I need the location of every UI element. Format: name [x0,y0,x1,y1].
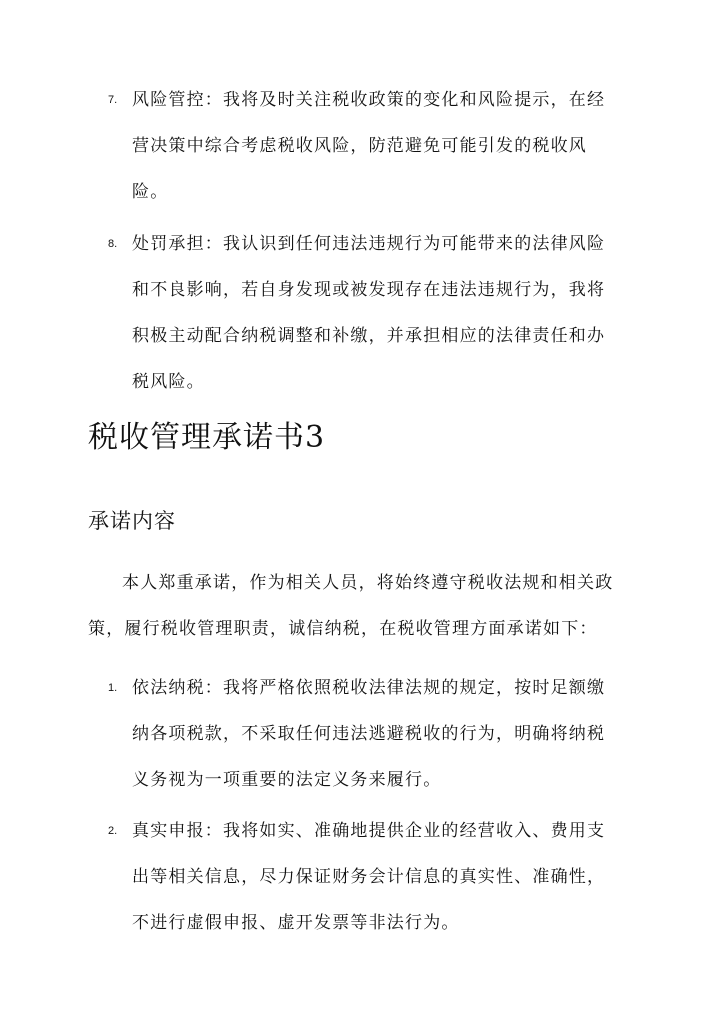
list-number: 7. [108,94,118,106]
list-item-text: 风险管控：我将及时关注税收政策的变化和风险提示，在经营决策中综合考虑税收风险，防范避免可能引发的税收风险。 [132,90,606,202]
document-title: 税收管理承诺书3 [88,420,326,455]
section-heading: 承诺内容 [88,509,176,533]
list-number: 2. [108,825,118,837]
list-item-text: 依法纳税：我将严格依照税收法律法规的规定，按时足额缴纳各项税款，不采取任何违法逃避税收的行为，明确将纳税义务视为一项重要的法定义务来履行。 [132,678,606,790]
list-item-text: 真实申报：我将如实、准确地提供企业的经营收入、费用支出等相关信息，尽力保证财务会计信息的真实性、准确性，不进行虚假申报、虚开发票等非法行为。 [132,821,606,933]
list-number: 1. [108,682,118,694]
list-item-text: 处罚承担：我认识到任何违法违规行为可能带来的法律风险和不良影响，若自身发现或被发现存在违法违规行为，我将积极主动配合纳税调整和补缴，并承担相应的法律责任和办税风险。 [132,234,606,392]
intro-paragraph: 本人郑重承诺，作为相关人员，将始终遵守税收法规和相关政策，履行税收管理职责，诚信纳税，在税收管理方面承诺如下： [88,573,614,639]
list-number: 8. [108,238,118,250]
